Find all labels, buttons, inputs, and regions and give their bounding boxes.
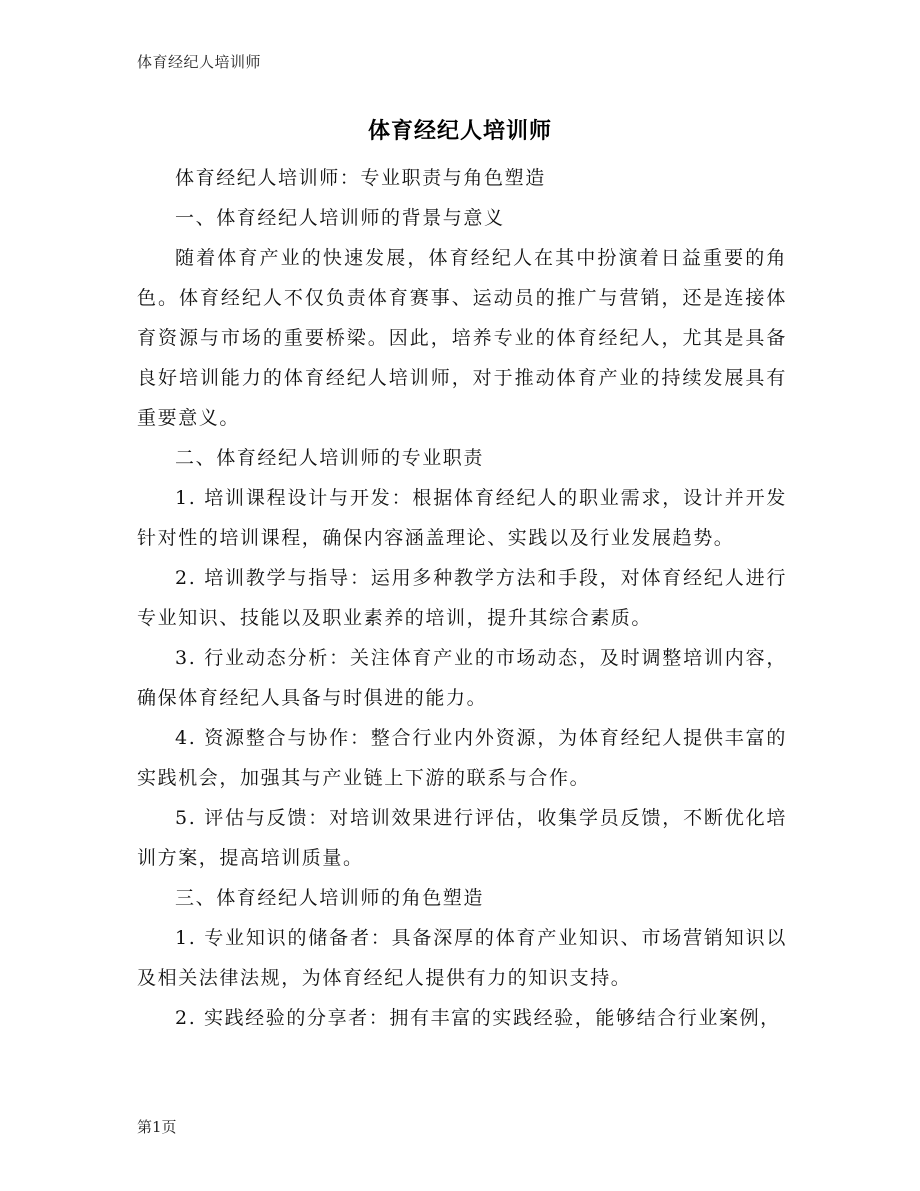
running-header: 体育经纪人培训师 bbox=[137, 53, 262, 71]
list-item: 3. 行业动态分析：关注体育产业的市场动态，及时调整培训内容，确保体育经纪人具备与时俱进的能力。 bbox=[137, 647, 787, 709]
list-item: 1. 培训课程设计与开发：根据体育经纪人的职业需求，设计并开发针对性的培训课程，确保内容涵盖理论、实践以及行业发展趋势。 bbox=[137, 487, 787, 549]
list-item: 2. 实践经验的分享者：拥有丰富的实践经验，能够结合行业案例， bbox=[175, 1007, 781, 1029]
section-heading-2: 二、体育经纪人培训师的专业职责 bbox=[175, 447, 485, 469]
body-paragraph: 随着体育产业的快速发展，体育经纪人在其中扮演着日益重要的角色。体育经纪人不仅负责体育赛事、运动员的推广与营销，还是连接体育资源与市场的重要桥梁。因此，培养专业的体育经纪人，尤其是具备良好培训能力的体育经纪人培训师，对于推动体育产业的持续发展具有重要意义。 bbox=[137, 247, 787, 429]
subtitle-paragraph: 体育经纪人培训师：专业职责与角色塑造 bbox=[175, 167, 546, 189]
document-body bbox=[137, 158, 787, 1038]
list-item: 1. 专业知识的储备者：具备深厚的体育产业知识、市场营销知识以及相关法律法规，为体育经纪人提供有力的知识支持。 bbox=[137, 927, 787, 989]
document-title: 体育经纪人培训师 bbox=[367, 118, 552, 144]
section-heading-3: 三、体育经纪人培训师的角色塑造 bbox=[175, 887, 485, 909]
section-heading-1: 一、体育经纪人培训师的背景与意义 bbox=[175, 207, 505, 229]
list-item: 4. 资源整合与协作：整合行业内外资源，为体育经纪人提供丰富的实践机会，加强其与产业链上下游的联系与合作。 bbox=[137, 727, 787, 789]
list-item: 2. 培训教学与指导：运用多种教学方法和手段，对体育经纪人进行专业知识、技能以及职业素养的培训，提升其综合素质。 bbox=[137, 567, 787, 629]
page-number: 第1页 bbox=[137, 1118, 177, 1136]
list-item: 5. 评估与反馈：对培训效果进行评估，收集学员反馈，不断优化培训方案，提高培训质量。 bbox=[137, 807, 787, 869]
